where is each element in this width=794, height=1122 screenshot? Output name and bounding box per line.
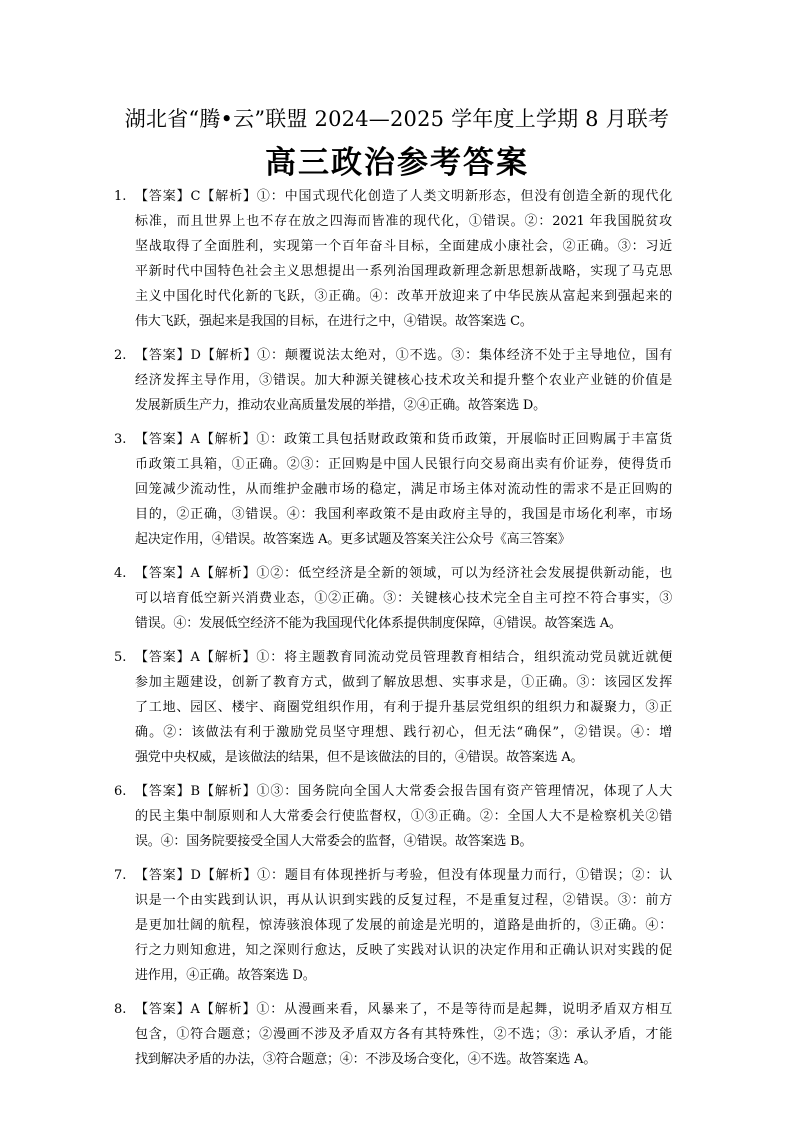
page-title: 高三政治参考答案 xyxy=(265,145,529,181)
answer-item xyxy=(0,184,794,334)
answer-number: 8. xyxy=(114,1002,127,1017)
answer-text-line: 经济发挥主导作用，③错误。加大种源关键核心技术攻关和提升整个农业产业链的价值是 xyxy=(135,373,672,388)
answer-text-line: 可以培育低空新兴消费业态，①②正确。③：关键核心技术完全自主可控不符合事实，③ xyxy=(135,591,672,606)
answer-number: 6. xyxy=(114,784,127,799)
answer-item xyxy=(0,863,794,988)
answer-text-line: 误。④：国务院要接受全国人大常委会的监督，④错误。故答案选 B。 xyxy=(135,834,533,849)
answer-text-line: 伟大飞跃，强起来是我国的目标，在进行之中，④错误。故答案选 C。 xyxy=(135,314,533,329)
answer-text-line: 了工地、园区、楼宇、商圈党组织作用，有利于提升基层党组织的组织力和凝聚力，③正 xyxy=(135,700,672,715)
answer-text-line: 起决定作用，④错误。故答案选 A。更多试题及答案关注公众号《高三答案》 xyxy=(135,532,571,547)
answer-text-line: 【答案】A【解析】①：将主题教育同流动党员管理教育相结合，组织流动党员就近就便 xyxy=(135,650,672,665)
answer-item xyxy=(0,779,794,854)
answer-text-line: 标准，而且世界上也不存在放之四海而皆准的现代化，①错误。②：2021 年我国脱贫攻 xyxy=(135,214,672,229)
answer-item xyxy=(0,997,794,1072)
answer-text-line: 目的，②正确，③错误。④：我国利率政策不是由政府主导的，我国是市场化利率，市场 xyxy=(135,507,672,522)
answer-text-line: 进作用，④正确。故答案选 D。 xyxy=(135,968,316,983)
answer-text-line: 包含，①符合题意；②漫画不涉及矛盾双方各有其特殊性，②不选；③：承认矛盾，才能 xyxy=(135,1027,672,1042)
answer-text-line: 坚战取得了全面胜利，实现第一个百年奋斗目标，全面建成小康社会，②正确。③：习近 xyxy=(135,239,672,254)
answer-text-line: 是更加壮阔的航程，惊涛骇浪体现了发展的前途是光明的，道路是曲折的，③正确。④： xyxy=(135,918,672,933)
answer-text-line: 的民主集中制原则和人大常委会行使监督权，①③正确。②：全国人大不是检察机关②错 xyxy=(135,809,672,824)
answer-text-line: 【答案】B【解析】①③：国务院向全国人大常委会报告国有资产管理情况，体现了人大 xyxy=(135,784,672,799)
answer-text-line: 【答案】A【解析】①：从漫画来看，风暴来了，不是等待而是起舞，说明矛盾双方相互 xyxy=(135,1002,672,1017)
answer-item xyxy=(0,561,794,636)
answer-item xyxy=(0,427,794,552)
answer-text-line: 平新时代中国特色社会主义思想提出一系列治国理政新理念新思想新战略，实现了马克思 xyxy=(135,264,672,279)
answer-text-line: 错误。④：发展低空经济不能为我国现代化体系提供制度保障，④错误。故答案选 A。 xyxy=(135,616,622,631)
answer-text-line: 找到解决矛盾的办法，③符合题意；④：不涉及场合变化，④不选。故答案选 A。 xyxy=(135,1052,597,1067)
answer-item xyxy=(0,343,794,418)
answer-text-line: 主义中国化时代化新的飞跃，③正确。④：改革开放迎来了中华民族从富起来到强起来的 xyxy=(135,289,672,304)
answer-list xyxy=(0,184,794,1081)
answer-text-line: 回笼减少流动性，从而维护金融市场的稳定，满足市场主体对流动性的需求不是正回购的 xyxy=(135,482,672,497)
answer-text-line: 行之力则知愈进，知之深则行愈达，反映了实践对认识的决定作用和正确认识对实践的促 xyxy=(135,943,672,958)
answer-text-line: 币政策工具箱，①正确。②③：正回购是中国人民银行向交易商出卖有价证券，使得货币 xyxy=(135,457,672,472)
answer-number: 5. xyxy=(114,650,127,665)
answer-text-line: 【答案】D【解析】①：题目有体现挫折与考验，但没有体现量力而行，①错误；②：认 xyxy=(135,868,672,883)
answer-number: 2. xyxy=(114,348,127,363)
answer-text-line: 确。②：该做法有利于激励党员坚守理想、践行初心，但无法“确保”，②错误。④：增 xyxy=(135,725,672,740)
answer-number: 3. xyxy=(114,432,127,447)
answer-text-line: 【答案】D【解析】①：颠覆说法太绝对，①不选。③：集体经济不处于主导地位，国有 xyxy=(135,348,672,363)
answer-text-line: 【答案】A【解析】①：政策工具包括财政政策和货币政策，开展临时正回购属于丰富货 xyxy=(135,432,672,447)
exam-header: 湖北省“腾•云”联盟 2024—2025 学年度上学期 8 月联考 xyxy=(124,107,670,131)
answer-item xyxy=(0,645,794,770)
answer-text-line: 【答案】A【解析】①②：低空经济是全新的领域，可以为经济社会发展提供新动能，也 xyxy=(135,566,672,581)
answer-number: 1. xyxy=(114,189,127,204)
answer-number: 7. xyxy=(114,868,127,883)
answer-text-line: 发展新质生产力，推动农业高质量发展的举措，②④正确。故答案选 D。 xyxy=(135,398,546,413)
answer-text-line: 强党中央权威，是该做法的结果，但不是该做法的目的，④错误。故答案选 A。 xyxy=(135,750,584,765)
answer-text-line: 识是一个由实践到认识，再从认识到实践的反复过程，不是重复过程，②错误。③：前方 xyxy=(135,893,672,908)
answer-number: 4. xyxy=(114,566,127,581)
answer-text-line: 参加主题建设，创新了教育方式，做到了解放思想、实事求是，①正确。③：该园区发挥 xyxy=(135,675,672,690)
answer-text-line: 【答案】C【解析】①：中国式现代化创造了人类文明新形态，但没有创造全新的现代化 xyxy=(135,189,672,204)
